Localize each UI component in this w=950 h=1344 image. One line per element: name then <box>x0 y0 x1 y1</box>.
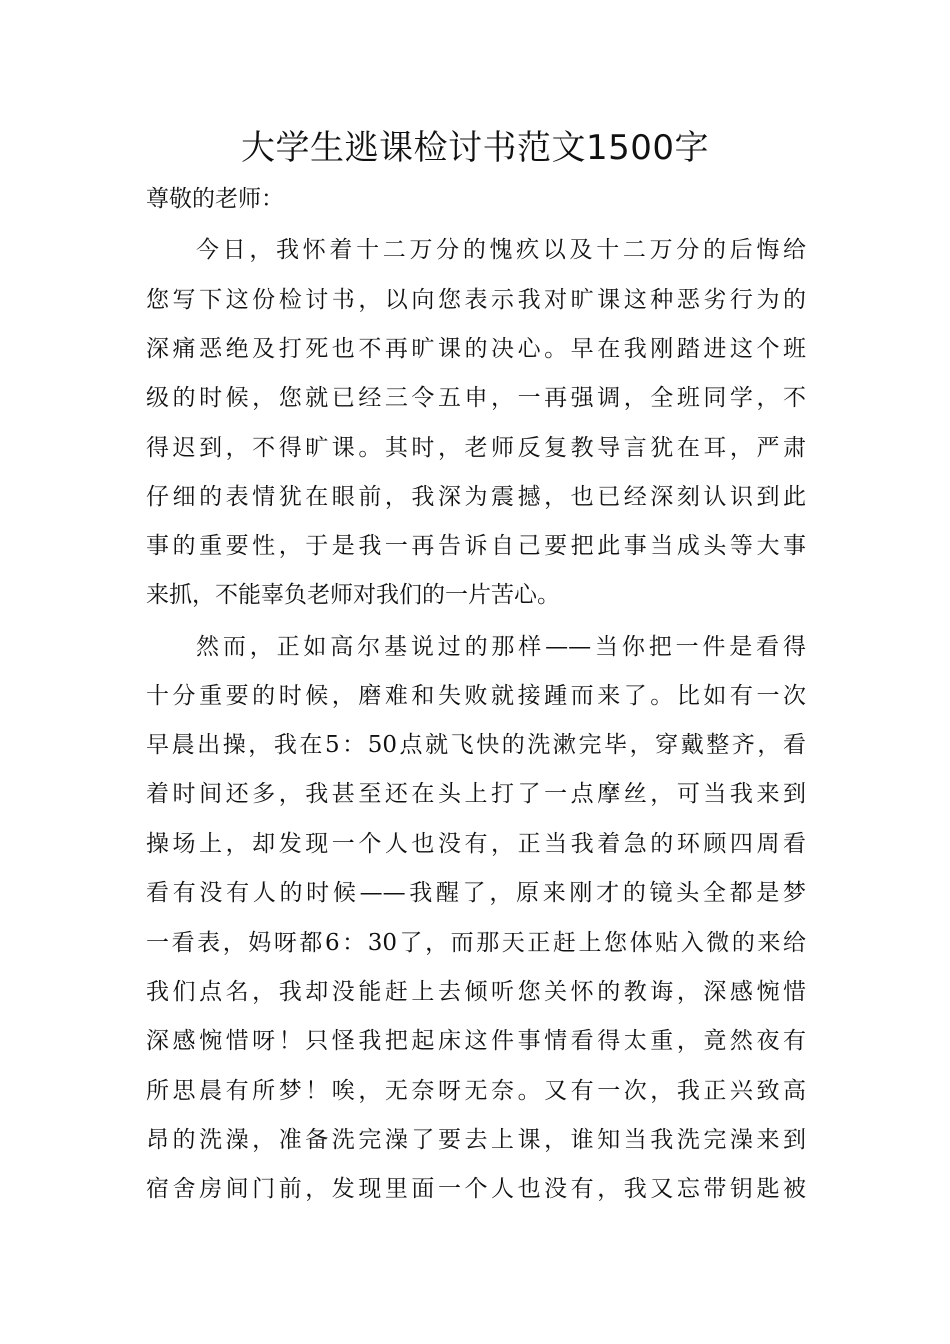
paragraph-1-line-5: 得迟到，不得旷课。其时，老师反复教导言犹在耳，严肃 <box>146 435 806 461</box>
paragraph-2-line-9: 深感惋惜呀！只怪我把起床这件事情看得太重，竟然夜有 <box>146 1028 806 1054</box>
paragraph-2-line-8: 我们点名，我却没能赶上去倾听您关怀的教诲，深感惋惜 <box>146 979 806 1005</box>
paragraph-2-line-6: 看有没有人的时候——我醒了，原来刚才的镜头全都是梦 <box>146 880 806 906</box>
paragraph-2-line-1: 然而，正如高尔基说过的那样——当你把一件是看得 <box>196 634 806 660</box>
paragraph-1-line-1: 今日，我怀着十二万分的愧疚以及十二万分的后悔给 <box>196 237 806 263</box>
paragraph-1-line-6: 仔细的表情犹在眼前，我深为震撼，也已经深刻认识到此 <box>146 484 806 510</box>
paragraph-1-line-3: 深痛恶绝及打死也不再旷课的决心。早在我刚踏进这个班 <box>146 336 806 362</box>
document-title: 大学生逃课检讨书范文1500字 <box>240 128 710 168</box>
paragraph-1-line-2: 您写下这份检讨书，以向您表示我对旷课这种恶劣行为的 <box>146 287 806 313</box>
paragraph-1-line-8: 来抓，不能辜负老师对我们的一片苦心。 <box>146 582 560 608</box>
paragraph-2-line-5: 操场上，却发现一个人也没有，正当我着急的环顾四周看 <box>146 831 806 857</box>
paragraph-2-line-3: 早晨出操，我在5：50点就飞快的洗漱完毕，穿戴整齐，看 <box>146 732 806 758</box>
paragraph-1-line-4: 级的时候，您就已经三令五申，一再强调，全班同学，不 <box>146 385 806 411</box>
salutation: 尊敬的老师： <box>146 186 284 212</box>
paragraph-2-line-7: 一看表，妈呀都6：30了，而那天正赶上您体贴入微的来给 <box>146 930 806 956</box>
paragraph-1-line-7: 事的重要性，于是我一再告诉自己要把此事当成头等大事 <box>146 533 806 559</box>
paragraph-2-line-12: 宿舍房间门前，发现里面一个人也没有，我又忘带钥匙被 <box>146 1176 806 1202</box>
paragraph-2-line-10: 所思晨有所梦！唉，无奈呀无奈。又有一次，我正兴致高 <box>146 1078 806 1104</box>
paragraph-2-line-4: 着时间还多，我甚至还在头上打了一点摩丝，可当我来到 <box>146 781 806 807</box>
paragraph-2-line-11: 昂的洗澡，准备洗完澡了要去上课，谁知当我洗完澡来到 <box>146 1127 806 1153</box>
paragraph-2-line-2: 十分重要的时候，磨难和失败就接踵而来了。比如有一次 <box>146 683 806 709</box>
